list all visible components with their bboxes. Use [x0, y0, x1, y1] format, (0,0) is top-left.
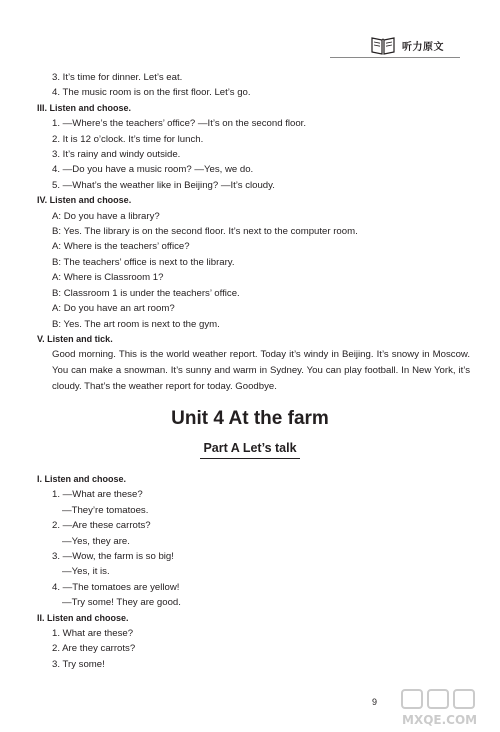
text-line: 1. What are these?	[52, 628, 134, 640]
part-title-text: Part A Let’s talk	[200, 441, 299, 459]
text-line: —Yes, it is.	[62, 566, 110, 578]
page-header	[370, 34, 460, 56]
text-line: 3. Try some!	[52, 658, 105, 670]
text-line: 4. —The tomatoes are yellow!	[52, 581, 180, 593]
text-line: 2. —Are these carrots?	[52, 520, 151, 532]
section-heading: III. Listen and choose.	[37, 102, 132, 113]
answer-text-top	[37, 70, 472, 394]
text-line: 3. It’s rainy and windy outside.	[52, 149, 181, 161]
weather-report-paragraph: Good morning. This is the world weather report. Today it’s windy in Beijing. It’s snowy in Moscow. You can make a snowman. It’s sunny and warm in Sydney. You can play football. In New York, it’s cloudy. That’s the weather report for today. Goodbye.	[52, 349, 470, 392]
dialogue-line: A: Do you have a library?	[52, 210, 160, 222]
text-line: 3. It’s time for dinner. Let’s eat.	[52, 72, 183, 83]
dialogue-line: B: The teachers’ office is next to the library.	[52, 256, 235, 268]
text-line: 2. It is 12 o’clock. It’s time for lunch.	[52, 133, 204, 145]
text-line: 3. —Wow, the farm is so big!	[52, 551, 174, 563]
dialogue-line: B: Yes. The art room is next to the gym.	[52, 318, 220, 330]
header-rule	[330, 57, 460, 58]
section-heading: I. Listen and choose.	[37, 474, 127, 484]
answer-text-bottom	[37, 472, 472, 672]
dialogue-line: B: Yes. The library is on the second floor. It’s next to the computer room.	[52, 226, 358, 238]
svg-text:MXQE.COM: MXQE.COM	[402, 713, 478, 727]
book-icon	[370, 34, 396, 56]
dialogue-line: A: Do you have an art room?	[52, 303, 175, 315]
text-line: 4. —Do you have a music room? —Yes, we do.	[52, 164, 254, 176]
page-number: 9	[372, 697, 378, 707]
text-line: 4. The music room is on the first floor. Let’s go.	[52, 87, 251, 99]
text-line: —Yes, they are.	[62, 535, 130, 547]
dialogue-line: A: Where is Classroom 1?	[52, 272, 164, 284]
text-line: 1. —What are these?	[52, 489, 143, 501]
watermark-logo	[396, 688, 494, 730]
section-heading: II. Listen and choose.	[37, 612, 129, 623]
text-line: 1. —Where’s the teachers’ office? —It’s on the second floor.	[52, 118, 307, 130]
unit-title: Unit 4 At the farm	[171, 408, 329, 429]
dialogue-line: A: Where is the teachers’ office?	[52, 241, 190, 253]
section-heading: IV. Listen and choose.	[37, 195, 132, 206]
text-line: 5. —What’s the weather like in Beijing? —It’s cloudy.	[52, 179, 275, 191]
text-line: —They’re tomatoes.	[62, 504, 149, 516]
header-label: 听力原文	[402, 42, 444, 53]
part-title	[0, 441, 500, 459]
dialogue-line: B: Classroom 1 is under the teachers’ office.	[52, 287, 240, 299]
text-line: —Try some! They are good.	[62, 597, 181, 609]
section-heading: V. Listen and tick.	[37, 333, 113, 344]
text-line: 2. Are they carrots?	[52, 643, 136, 655]
